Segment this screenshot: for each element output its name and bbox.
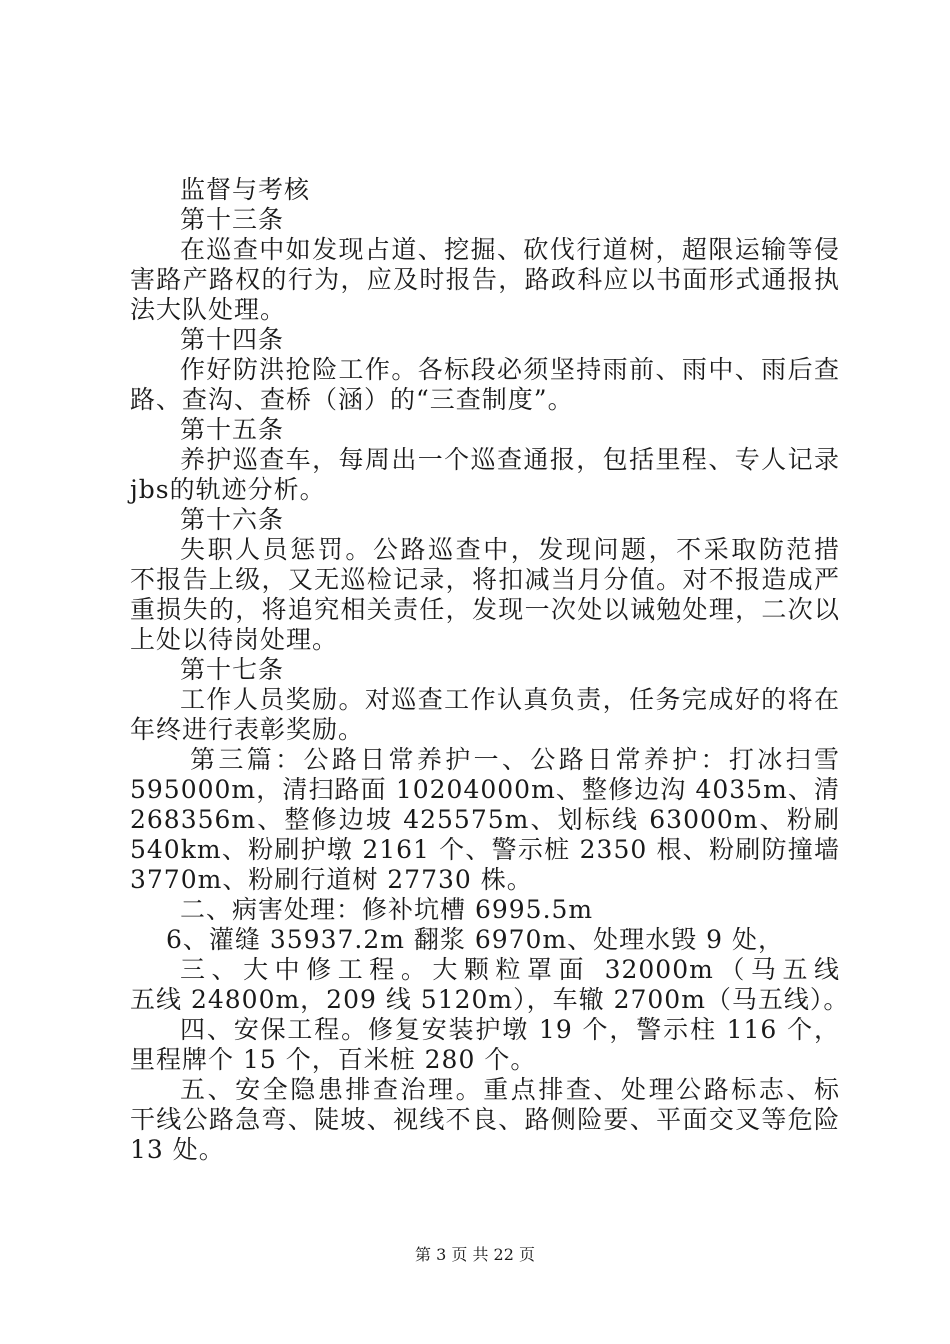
paragraph-line: 作好防洪抢险工作。各标段必须坚持雨前、雨中、雨后查 bbox=[180, 355, 840, 384]
section-heading: 监督与考核 bbox=[180, 175, 311, 204]
paragraph-line: jbs的轨迹分析。 bbox=[130, 475, 326, 504]
article-heading-13: 第十三条 bbox=[180, 205, 285, 234]
paragraph-line: 里程牌个 15 个，百米桩 280 个。 bbox=[130, 1045, 537, 1074]
paragraph-line: 干线公路急弯、陡坡、视线不良、路侧险要、平面交叉等危险 bbox=[130, 1105, 840, 1134]
paragraph-line: 路、查沟、查桥（涵）的“三查制度”。 bbox=[130, 385, 574, 414]
chapter-heading-line: 第三篇：公路日常养护一、公路日常养护：打冰扫雪 bbox=[190, 745, 840, 774]
paragraph-line: 595000m，清扫路面 10204000m、整修边沟 4035m、清 bbox=[130, 775, 840, 804]
paragraph-line: 在巡查中如发现占道、挖掘、砍伐行道树，超限运输等侵 bbox=[180, 235, 840, 264]
document-body bbox=[130, 175, 850, 1165]
paragraph-line: 法大队处理。 bbox=[130, 295, 287, 324]
paragraph-line: 268356m、整修边坡 425575m、划标线 63000m、粉刷 bbox=[130, 805, 840, 834]
paragraph-line: 上处以待岗处理。 bbox=[130, 625, 339, 654]
paragraph-line: 工作人员奖励。对巡查工作认真负责，任务完成好的将在 bbox=[180, 685, 840, 714]
article-heading-17: 第十七条 bbox=[180, 655, 285, 684]
paragraph-line: 害路产路权的行为，应及时报告，路政科应以书面形式通报执 bbox=[130, 265, 840, 294]
paragraph-line: 四、安保工程。修复安装护墩 19 个，警示柱 116 个， bbox=[180, 1015, 840, 1044]
article-heading-15: 第十五条 bbox=[180, 415, 285, 444]
paragraph-line: 三、大中修工程。大颗粒罩面 32000m（马五线 bbox=[180, 955, 840, 984]
paragraph-line: 3770m、粉刷行道树 27730 株。 bbox=[130, 865, 533, 894]
article-heading-16: 第十六条 bbox=[180, 505, 285, 534]
paragraph-line: 养护巡查车，每周出一个巡查通报，包括里程、专人记录 bbox=[180, 445, 840, 474]
page-number-footer: 第 3 页 共 22 页 bbox=[415, 1245, 535, 1264]
paragraph-line: 失职人员惩罚。公路巡查中，发现问题，不采取防范措 bbox=[180, 535, 840, 564]
article-heading-14: 第十四条 bbox=[180, 325, 285, 354]
paragraph-line: 13 处。 bbox=[130, 1135, 225, 1164]
paragraph-line: 重损失的，将追究相关责任，发现一次处以诫勉处理，二次以 bbox=[130, 595, 840, 624]
paragraph-line: 540km、粉刷护墩 2161 个、警示桩 2350 根、粉刷防撞墙 bbox=[130, 835, 840, 864]
paragraph-line: 五、安全隐患排查治理。重点排查、处理公路标志、标 bbox=[180, 1075, 840, 1104]
paragraph-line: 年终进行表彰奖励。 bbox=[130, 715, 365, 744]
paragraph-line: 二、病害处理：修补坑槽 6995.5m bbox=[180, 895, 594, 924]
paragraph-line: 不报告上级，又无巡检记录，将扣减当月分值。对不报造成严 bbox=[130, 565, 840, 594]
paragraph-line: 五线 24800m，209 线 5120m），车辙 2700m（马五线）。 bbox=[130, 985, 850, 1014]
paragraph-line: 6、灌缝 35937.2m 翻浆 6970m、处理水毁 9 处， bbox=[166, 925, 784, 954]
